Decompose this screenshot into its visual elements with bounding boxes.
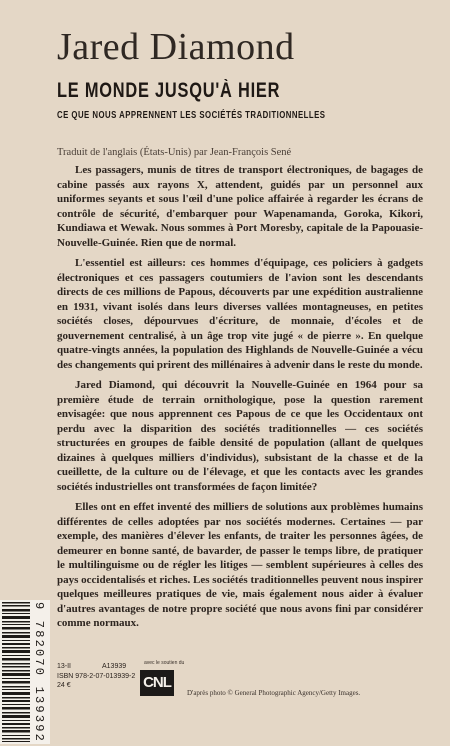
price-text: 24 € [57,682,71,689]
book-subtitle: CE QUE NOUS APPRENNENT LES SOCIÉTÉS TRADITIONNELLES [57,110,326,121]
cnl-support-note [144,660,184,666]
publisher-codes [57,662,135,691]
photo-credit: D'après photo © General Photographic Agency/Getty Images. [187,689,361,697]
blurb-paragraph-3: Jared Diamond, qui découvrit la Nouvelle-Guinée en 1964 pour sa première étude de terrain ornithologique, pose la question rarement envisagée: que nous apprennent ces Papous de ce que les Occidentaux ont perdu avec la disparition des sociétés traditionnelles — ces sociétés structurées en groupes de faible densité de population (allant de quelques dizaines à quelques milliers d'individus), subsistant de la chasse et de la cueillette, de la culture ou de l'élevage, et que les contacts avec les grandes sociétés industrielles ont transformées de façon limitée? [57,379,423,493]
barcode-number [32,600,50,744]
blurb-paragraph-1: Les passagers, munis de titres de transport électroniques, de bagages de cabine passés aux rayons X, attendent, guidés par un personnel aux uniformes seyants et sous l'œil d'une police affairée à regarder les écrans de contrôle de sécurité, d'embarquer pour Wapenamanda, Goroka, Kikori, Kundiawa et Wewak. Nous sommes à Port Moresby, capitale de la Papouasie-Nouvelle-Guinée. Rien que de normal. [57,164,423,249]
book-title: LE MONDE JUSQU'À HIER [57,79,281,102]
cnl-logo: CNL [140,670,174,696]
barcode-bars-icon [2,602,30,742]
blurb-text [57,163,423,631]
author-name: Jared Diamond [57,26,295,68]
blurb-paragraph-4: Elles ont en effet inventé des milliers de solutions aux problèmes humains différentes de celles adoptées par nos sociétés modernes. Certaines — par exemple, des manières d'élever les enfants, de traiter les personnes âgées, de demeurer en bonne santé, de bavarder, de passer le temps libre, de pratiquer le multilinguisme ou de régler les litiges — semblent supérieures à celles des pays occidentalisés et riches. Les sociétés traditionnelles peuvent nous inspirer quelques meilleures pratiques de vie, mais également nous aider à évaluer d'autres avantages de notre propre société que nous avons fini par considérer comme normaux. [57,501,423,629]
code-right: A13939 [102,663,127,670]
cnl-note-line-1: avec le soutien du [144,660,185,666]
code-left: 13-II [57,663,72,670]
barcode [0,600,32,744]
blurb-paragraph-2: L'essentiel est ailleurs: ces hommes d'équipage, ces policiers à gadgets électroniques et ces passagers coutumiers de l'avion sont les descendants directs de ces millions de Papous, découverts par une expédition australienne en 1931, vivant isolés dans leurs diverses vallées montagneuses, en petites sociétés closes, dépourvues d'écriture, de monnaie, d'écoles et de gouvernement centralisé, à un âge trop vite jugé « de pierre ». En quelque quatre-vingts années, la population des Highlands de Nouvelle-Guinée a vécu des changements qui prirent des millénaires à advenir dans le reste du monde. [57,257,423,371]
barcode-digits: 9 782070 139392 [32,602,46,744]
isbn-text: ISBN 978-2-07-013939-2 [57,672,136,680]
translator-credit: Traduit de l'anglais (États-Unis) par Jean-François Sené [57,147,292,158]
